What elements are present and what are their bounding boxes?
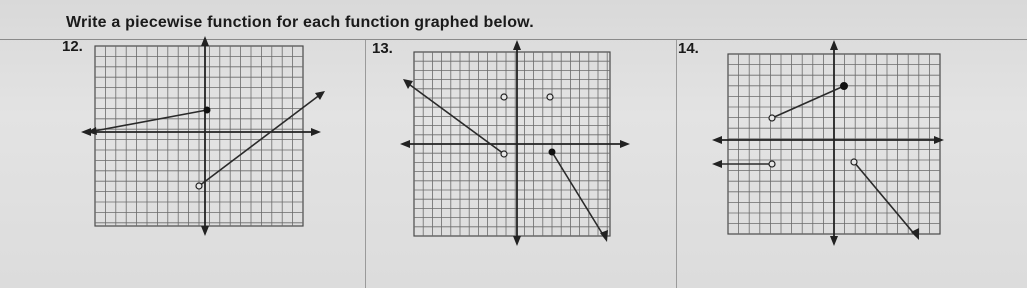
graph-13-segment-left-arrow [403, 79, 413, 89]
problem-12-number: 12. [62, 38, 83, 55]
problem-14-number: 14. [678, 40, 699, 57]
instruction-text: Write a piecewise function for each function graphed below. [66, 14, 534, 31]
graph-14-open-point-top [769, 115, 775, 121]
column-divider-2 [676, 40, 677, 288]
problem-13-number: 13. [372, 40, 393, 57]
graph-14-y-arrow-down [830, 236, 838, 246]
graph-12-open-point [196, 183, 202, 189]
graph-14-open-point-horizontal [769, 161, 775, 167]
graph-14-x-arrow-right [934, 136, 944, 144]
graph-13-open-point-middle-b [547, 94, 553, 100]
graph-13-x-arrow-right [620, 140, 630, 148]
graph-13-y-arrow-down [513, 236, 521, 246]
graph-12-y-arrow-up [201, 36, 209, 46]
graph-14 [712, 42, 952, 247]
graph-12-segment-left [89, 110, 207, 132]
graph-13-segment-right [552, 152, 605, 238]
graph-12-segment-right-arrow [315, 91, 325, 100]
graph-14-closed-point-top [841, 83, 848, 90]
graph-14-x-arrow-left [712, 136, 722, 144]
graph-13-x-arrow-left [400, 140, 410, 148]
graph-12-grid [95, 46, 303, 226]
graph-13-open-point-middle-a [501, 94, 507, 100]
graph-13-open-point-left-end [501, 151, 507, 157]
graph-12-closed-point [204, 107, 210, 113]
graph-12-x-arrow-right [311, 128, 321, 136]
graph-12 [85, 40, 325, 240]
graph-13 [400, 42, 640, 247]
graph-14-segment-right [854, 162, 916, 236]
graph-14-y-arrow-up [830, 40, 838, 50]
graph-12-y-arrow-down [201, 226, 209, 236]
graph-13-closed-point [549, 149, 555, 155]
column-divider-1 [365, 40, 366, 288]
graph-14-segment-horizontal-arrow [712, 160, 722, 168]
graph-13-y-arrow-up [513, 40, 521, 50]
graph-14-open-point-right [851, 159, 857, 165]
